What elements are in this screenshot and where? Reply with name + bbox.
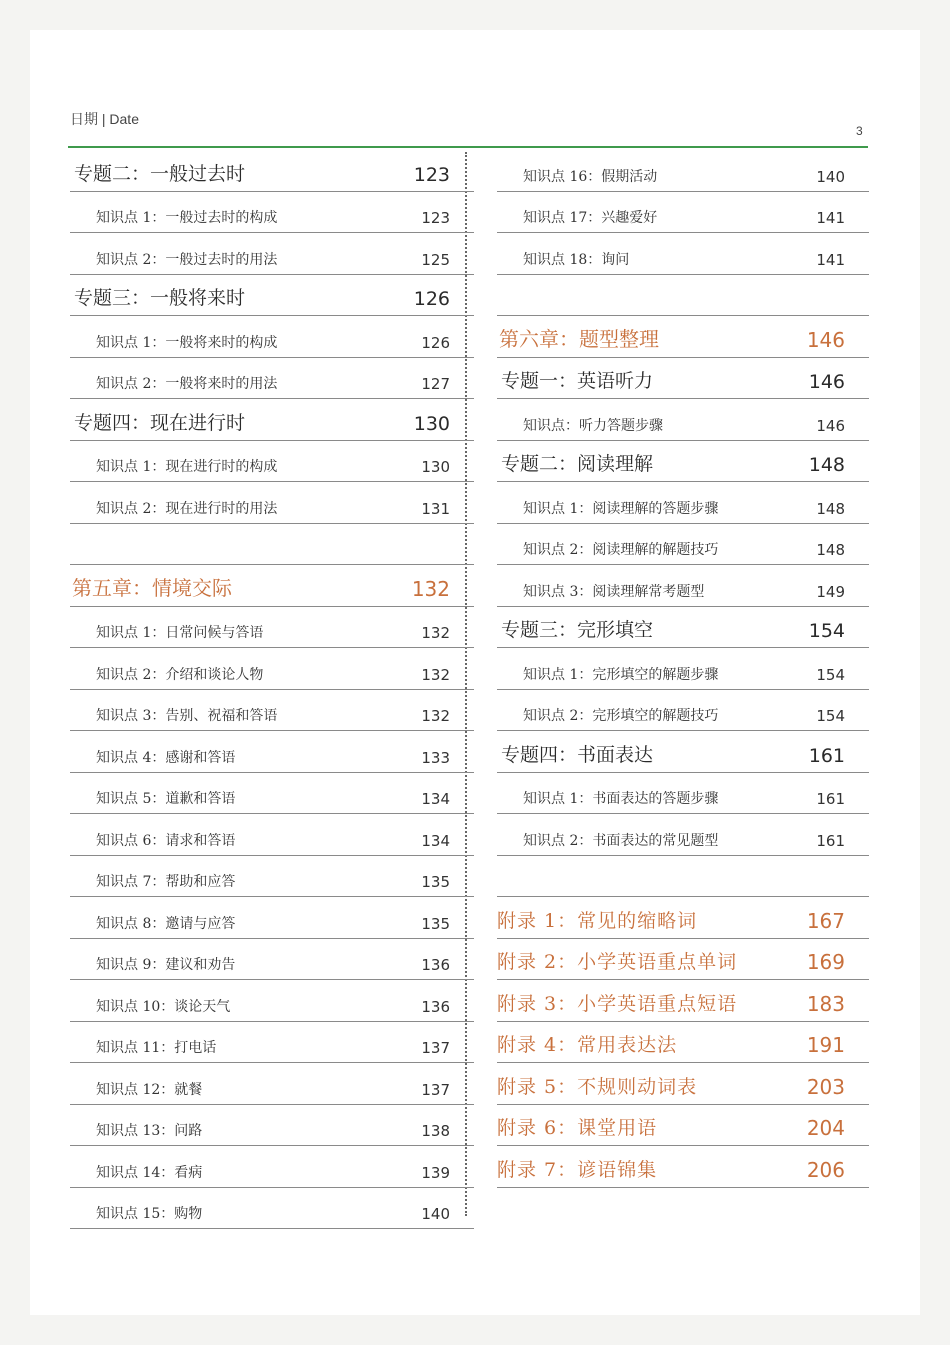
header-rule: [68, 146, 868, 148]
toc-entry-page: 134: [421, 831, 450, 850]
toc-entry-page: 141: [816, 209, 845, 227]
toc-appendix-row[interactable]: [497, 1105, 869, 1147]
toc-entry-page: 133: [421, 748, 450, 767]
toc-entry-title: 知识点 13：问路: [96, 1123, 203, 1139]
toc-entry-title: 知识点 6：请求和答语: [96, 832, 236, 849]
toc-entry-page: 148: [816, 541, 845, 559]
toc-entry-page: 161: [816, 831, 845, 850]
toc-section-row[interactable]: [497, 358, 869, 400]
toc-point-row[interactable]: [70, 648, 474, 690]
toc-entry-title: 知识点 3：阅读理解常考题型: [523, 583, 705, 600]
toc-entry-page: 132: [421, 624, 450, 642]
toc-blank-row: [497, 275, 869, 317]
toc-entry-page: 161: [808, 744, 845, 767]
toc-point-row[interactable]: [70, 814, 474, 856]
toc-entry-title: 知识点 10：谈论天气: [96, 998, 231, 1015]
toc-entry-page: 146: [806, 327, 845, 352]
toc-point-row[interactable]: [497, 565, 869, 607]
toc-entry-page: 126: [413, 288, 450, 310]
toc-entry-title: 附录 2：小学英语重点单词: [497, 951, 738, 973]
toc-point-row[interactable]: [70, 441, 474, 483]
toc-entry-page: 140: [816, 167, 845, 186]
toc-entry-title: 知识点 2：完形填空的解题技巧: [523, 708, 719, 724]
toc-entry-page: 141: [816, 250, 845, 269]
toc-entry-title: 知识点 15：购物: [96, 1206, 203, 1222]
toc-entry-title: 知识点 3：告别、祝福和答语: [96, 708, 278, 724]
toc-entry-title: 知识点 17：兴趣爱好: [523, 210, 658, 226]
toc-entry-title: 专题三：完形填空: [501, 619, 654, 641]
toc-point-row[interactable]: [70, 482, 474, 524]
toc-entry-title: 知识点 8：邀请与应答: [96, 915, 236, 932]
toc-entry-page: 146: [816, 416, 845, 435]
toc-entry-page: 183: [806, 991, 845, 1016]
toc-point-row[interactable]: [497, 648, 869, 690]
toc-entry-page: 132: [421, 707, 450, 725]
toc-entry-page: 148: [816, 499, 845, 518]
toc-entry-title: 知识点 1：阅读理解的答题步骤: [523, 500, 719, 517]
toc-entry-title: 专题四：书面表达: [501, 743, 654, 766]
toc-point-row[interactable]: [497, 399, 869, 441]
toc-entry-title: 知识点：听力答题步骤: [523, 417, 663, 434]
toc-entry-title: 知识点 12：就餐: [96, 1081, 203, 1098]
toc-point-row[interactable]: [497, 773, 869, 815]
toc-entry-title: 附录 1：常见的缩略词: [497, 909, 698, 932]
toc-point-row[interactable]: [70, 1146, 474, 1188]
toc-point-row[interactable]: [70, 1063, 474, 1105]
toc-entry-page: 126: [421, 333, 450, 352]
toc-appendix-row[interactable]: [497, 939, 869, 981]
toc-entry-title: 知识点 1：书面表达的答题步骤: [523, 791, 719, 807]
toc-point-row[interactable]: [70, 607, 474, 649]
toc-appendix-row[interactable]: [497, 1146, 869, 1188]
toc-point-row[interactable]: [70, 1188, 474, 1230]
toc-appendix-row[interactable]: [497, 1022, 869, 1064]
toc-entry-page: 138: [421, 1122, 450, 1140]
toc-section-row[interactable]: [70, 150, 474, 192]
toc-section-row[interactable]: [497, 607, 869, 649]
toc-point-row[interactable]: [497, 192, 869, 234]
toc-entry-title: 知识点 7：帮助和应答: [96, 874, 236, 890]
toc-entry-title: 知识点 1：现在进行时的构成: [96, 459, 278, 475]
toc-entry-title: 知识点 1：一般过去时的构成: [96, 210, 278, 226]
toc-entry-page: 161: [816, 790, 845, 808]
toc-entry-title: 附录 7：谚语锦集: [497, 1158, 658, 1181]
toc-entry-page: 130: [421, 458, 450, 476]
toc-entry-title: 知识点 16：假期活动: [523, 168, 658, 185]
toc-entry-page: 136: [421, 997, 450, 1016]
toc-point-row[interactable]: [70, 316, 474, 358]
toc-entry-title: 知识点 2：一般将来时的用法: [96, 376, 278, 392]
toc-point-row[interactable]: [70, 1022, 474, 1064]
toc-entry-title: 知识点 18：询问: [523, 251, 630, 268]
toc-appendix-row[interactable]: [497, 980, 869, 1022]
toc-entry-page: 137: [421, 1039, 450, 1057]
toc-entry-page: 130: [413, 412, 450, 435]
toc-entry-title: 知识点 2：现在进行时的用法: [96, 500, 278, 517]
toc-point-row[interactable]: [70, 1105, 474, 1147]
toc-entry-page: 132: [411, 576, 450, 601]
toc-entry-title: 知识点 2：阅读理解的解题技巧: [523, 542, 719, 558]
toc-point-row[interactable]: [70, 773, 474, 815]
toc-entry-page: 154: [808, 620, 845, 642]
toc-entry-page: 167: [806, 908, 845, 933]
toc-entry-page: 139: [421, 1163, 450, 1182]
toc-entry-title: 知识点 5：道歉和答语: [96, 791, 236, 807]
toc-entry-page: 154: [816, 665, 845, 684]
toc-point-row[interactable]: [70, 897, 474, 939]
toc-entry-page: 149: [816, 582, 845, 601]
toc-entry-title: 知识点 1：完形填空的解题步骤: [523, 666, 719, 683]
toc-entry-page: 127: [421, 375, 450, 393]
toc-point-row[interactable]: [70, 358, 474, 400]
toc-entry-title: 专题四：现在进行时: [74, 411, 246, 434]
toc-entry-page: 135: [421, 873, 450, 891]
toc-entry-page: 131: [421, 499, 450, 518]
toc-point-row[interactable]: [70, 192, 474, 234]
toc-entry-page: 204: [806, 1116, 845, 1140]
toc-section-row[interactable]: [497, 441, 869, 483]
toc-entry-title: 专题三：一般将来时: [74, 287, 246, 309]
toc-point-row[interactable]: [70, 939, 474, 981]
toc-entry-title: 附录 3：小学英语重点短语: [497, 992, 738, 1015]
toc-entry-title: 附录 5：不规则动词表: [497, 1075, 698, 1098]
toc-entry-title: 知识点 11：打电话: [96, 1040, 217, 1056]
toc-entry-title: 知识点 14：看病: [96, 1164, 203, 1181]
toc-point-row[interactable]: [497, 150, 869, 192]
toc-chapter-row[interactable]: [497, 316, 869, 358]
toc-blank-row: [497, 856, 869, 898]
toc-point-row[interactable]: [497, 482, 869, 524]
toc-section-row[interactable]: [70, 399, 474, 441]
toc-entry-page: 125: [421, 250, 450, 269]
toc-entry-title: 第六章：题型整理: [499, 326, 659, 351]
toc-entry-title: 知识点 2：书面表达的常见题型: [523, 832, 719, 849]
toc-entry-title: 知识点 2：一般过去时的用法: [96, 251, 278, 268]
toc-section-row[interactable]: [70, 275, 474, 317]
toc-entry-title: 知识点 1：日常问候与答语: [96, 625, 264, 641]
toc-entry-page: 132: [421, 665, 450, 684]
toc-entry-title: 专题二：阅读理解: [501, 453, 654, 475]
toc-appendix-row[interactable]: [497, 1063, 869, 1105]
toc-entry-title: 知识点 9：建议和劝告: [96, 957, 236, 973]
toc-entry-page: 135: [421, 914, 450, 933]
toc-entry-page: 191: [806, 1033, 845, 1057]
toc-entry-page: 136: [421, 956, 450, 974]
page-number: 3: [856, 124, 863, 138]
toc-blank-row: [70, 524, 474, 566]
toc-entry-page: 140: [421, 1205, 450, 1223]
toc-point-row[interactable]: [70, 233, 474, 275]
toc-entry-title: 知识点 2：介绍和谈论人物: [96, 666, 264, 683]
date-label: 日期 | Date: [70, 111, 139, 127]
toc-entry-page: 123: [413, 163, 450, 186]
toc-point-row[interactable]: [70, 731, 474, 773]
toc-entry-title: 知识点 4：感谢和答语: [96, 749, 236, 766]
toc-right-column: [497, 150, 869, 1188]
toc-entry-page: 203: [806, 1074, 845, 1099]
toc-entry-title: 第五章：情境交际: [72, 575, 232, 600]
toc-entry-title: 专题二：一般过去时: [74, 162, 246, 185]
toc-entry-page: 148: [808, 454, 845, 476]
toc-left-column: [70, 150, 474, 1229]
toc-entry-page: 123: [421, 209, 450, 227]
toc-entry-page: 134: [421, 790, 450, 808]
toc-entry-page: 154: [816, 707, 845, 725]
toc-entry-title: 知识点 1：一般将来时的构成: [96, 334, 278, 351]
toc-point-row[interactable]: [70, 690, 474, 732]
toc-appendix-row[interactable]: [497, 897, 869, 939]
toc-entry-title: 附录 6：课堂用语: [497, 1117, 658, 1139]
toc-entry-page: 206: [806, 1157, 845, 1182]
toc-point-row[interactable]: [70, 856, 474, 898]
toc-point-row[interactable]: [497, 524, 869, 566]
toc-point-row[interactable]: [497, 233, 869, 275]
toc-entry-title: 附录 4：常用表达法: [497, 1034, 678, 1056]
toc-entry-page: 146: [808, 371, 845, 393]
toc-entry-page: 137: [421, 1080, 450, 1099]
toc-point-row[interactable]: [70, 980, 474, 1022]
toc-entry-page: 169: [806, 950, 845, 974]
toc-point-row[interactable]: [497, 690, 869, 732]
toc-chapter-row[interactable]: [70, 565, 474, 607]
toc-section-row[interactable]: [497, 731, 869, 773]
toc-entry-title: 专题一：英语听力: [501, 370, 654, 392]
toc-point-row[interactable]: [497, 814, 869, 856]
